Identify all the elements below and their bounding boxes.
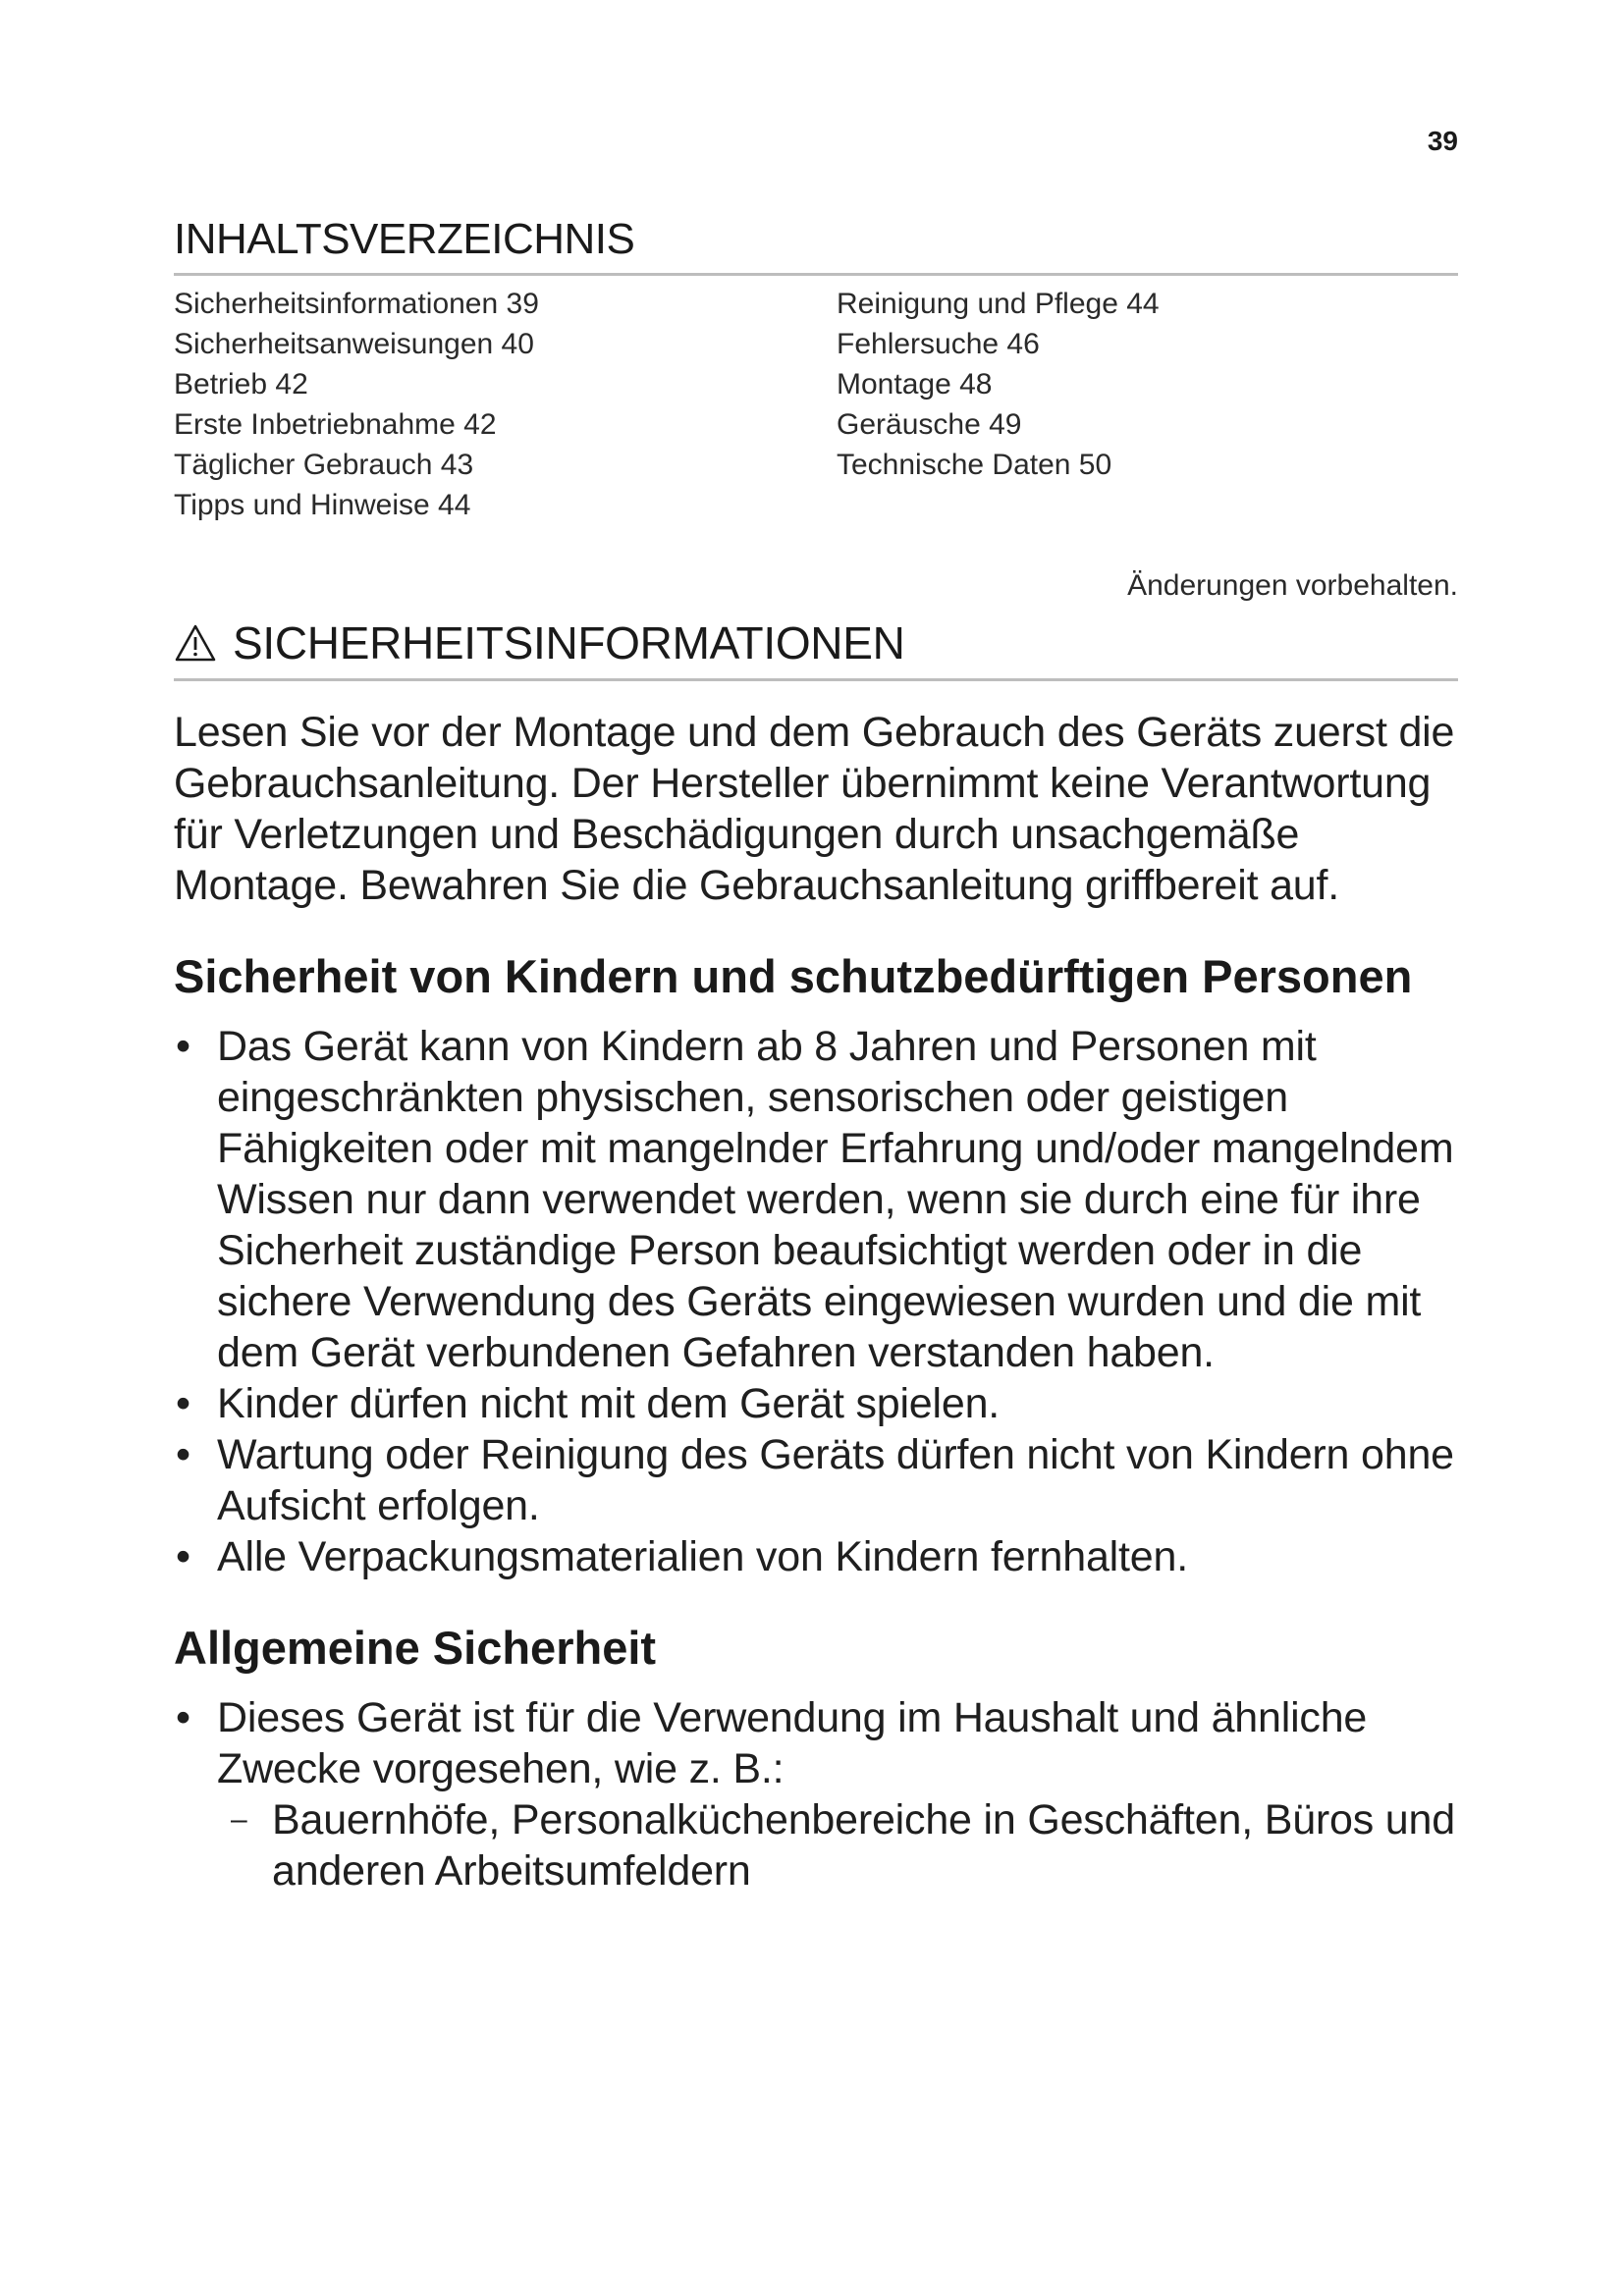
toc-item[interactable]: Technische Daten 50 (837, 449, 1112, 481)
general-safety-sublist (174, 1794, 1458, 1896)
bullet-dot: • (176, 1023, 190, 1070)
toc-item[interactable]: Reinigung und Pflege 44 (837, 288, 1160, 320)
bullet-dot: • (176, 1431, 190, 1478)
list-item-text: Wartung oder Reinigung des Geräts dürfen nicht von Kindern ohne Aufsicht erfolgen. (217, 1431, 1454, 1529)
list-item (174, 1378, 1458, 1429)
page-content (174, 214, 1458, 1896)
toc-title: INHALTSVERZEICHNIS (174, 215, 635, 263)
general-safety-heading: Allgemeine Sicherheit (174, 1622, 657, 1674)
toc-item[interactable]: Erste Inbetriebnahme 42 (174, 408, 497, 441)
toc-left-column (174, 284, 837, 525)
safety-section-title (174, 615, 1458, 678)
dash-marker: – (231, 1803, 247, 1836)
toc-item[interactable]: Sicherheitsinformationen 39 (174, 288, 539, 320)
list-item-text: Kinder dürfen nicht mit dem Gerät spielen. (217, 1380, 1001, 1427)
safety-title-text: SICHERHEITSINFORMATIONEN (233, 617, 905, 668)
safety-intro: Lesen Sie vor der Montage und dem Gebrauch des Geräts zuerst die Gebrauchsanleitung. Der Hersteller übernimmt keine Verantwortung für Verletzungen und Beschädigungen durch unsachgemäße Montage. Bewahren Sie die Gebrauchsanleitung griffbereit auf. (174, 709, 1455, 909)
toc-item[interactable]: Fehlersuche 46 (837, 328, 1040, 360)
toc-item[interactable]: Täglicher Gebrauch 43 (174, 449, 474, 481)
toc-right-column (837, 284, 1458, 525)
list-item (174, 1429, 1458, 1531)
sublist-item-text: Bauernhöfe, Personalküchenbereiche in Geschäften, Büros und anderen Arbeitsumfeldern (272, 1796, 1455, 1895)
bullet-dot: • (176, 1694, 190, 1741)
bullet-dot: • (176, 1533, 190, 1580)
toc-item[interactable]: Tipps und Hinweise 44 (174, 489, 471, 521)
toc-item[interactable]: Geräusche 49 (837, 408, 1022, 441)
list-item-text: Das Gerät kann von Kindern ab 8 Jahren und Personen mit eingeschränkten physischen, sensorischen oder geistigen Fähigkeiten oder mit mangelnder Erfahrung und/oder mangelndem Wissen nur dann verwendet werden, wenn sie durch eine für ihre Sicherheit zuständige Person beaufsichtigt werden oder in die sichere Verwendung des Geräts eingewiesen wurden und die mit dem Gerät verbundenen Gefahren verstanden haben. (217, 1023, 1454, 1376)
toc-item[interactable]: Betrieb 42 (174, 368, 308, 400)
changes-note: Änderungen vorbehalten. (1127, 569, 1458, 602)
safety-divider (174, 678, 1458, 681)
children-safety-list (174, 1021, 1458, 1582)
toc-item[interactable]: Sicherheitsanweisungen 40 (174, 328, 534, 360)
table-of-contents (174, 284, 1458, 525)
toc-divider (174, 273, 1458, 276)
page-number: 39 (1427, 126, 1458, 156)
list-item (174, 1021, 1458, 1378)
toc-item[interactable]: Montage 48 (837, 368, 993, 400)
children-safety-heading: Sicherheit von Kindern und schutzbedürftigen Personen (174, 950, 1413, 1002)
warning-triangle-icon (174, 623, 217, 663)
list-item (174, 1531, 1458, 1582)
general-safety-list (174, 1692, 1458, 1896)
list-item (174, 1692, 1458, 1896)
list-item-text: Dieses Gerät ist für die Verwendung im Haushalt und ähnliche Zwecke vorgesehen, wie z. B.: (217, 1694, 1368, 1792)
sublist-item (174, 1794, 1458, 1896)
list-item-text: Alle Verpackungsmaterialien von Kindern fernhalten. (217, 1533, 1188, 1580)
bullet-dot: • (176, 1380, 190, 1427)
